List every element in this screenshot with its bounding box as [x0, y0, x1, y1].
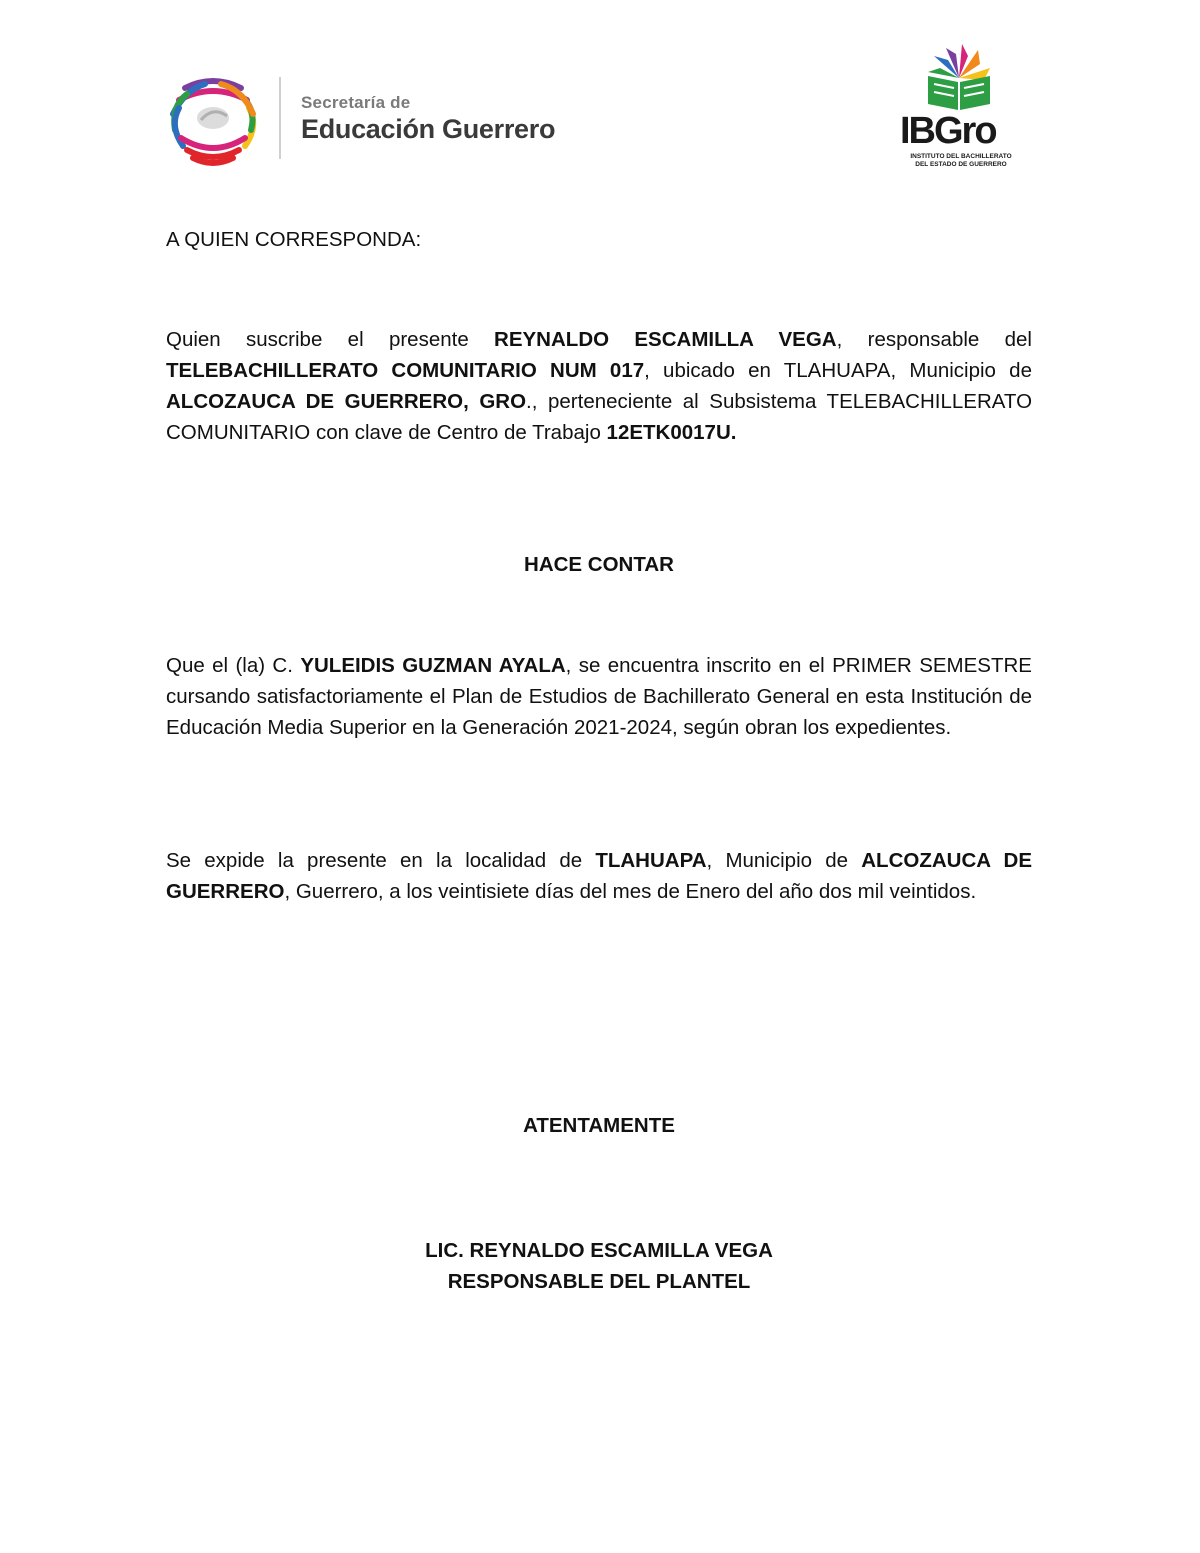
municipality-bold-2: ALCOZAUCA DE GUERRERO [166, 849, 1032, 903]
letter-body [166, 224, 1033, 1293]
seg-logo-text [301, 94, 555, 143]
signer-name-bold: REYNALDO ESCAMILLA VEGA [494, 328, 837, 351]
issuance-paragraph [166, 845, 1032, 907]
p3-text-2: , Municipio de [706, 849, 862, 872]
p1-text-2: , responsable del [836, 328, 1032, 351]
p2-text-2: , se encuentra inscrito en el PRIMER SEMESTRE cursando satisfactoriamente el Plan de Estudios de Bachillerato General en esta Institución de Educación Media Superior en la Generación 2021-2024, según obran los expedientes. [166, 654, 1032, 739]
p1-text-4: ., perteneciente al Subsistema TELEBACHILLERATO COMUNITARIO con clave de Centro de Trabajo [166, 390, 1033, 444]
municipality-bold: ALCOZAUCA DE GUERRERO, GRO [166, 390, 527, 413]
intro-paragraph [166, 324, 1032, 448]
signer-name: LIC. REYNALDO ESCAMILLA VEGA [425, 1239, 773, 1262]
ibgro-book-flower-icon [924, 42, 994, 112]
p2-text-1: Que el (la) C. [166, 654, 301, 677]
seg-logo-line2: Educación Guerrero [301, 113, 556, 144]
ibgro-wordmark: IBGro [900, 110, 996, 152]
closing-atentamente: ATENTAMENTE [523, 1114, 675, 1137]
p1-text-1: Quien suscribe el presente [166, 328, 495, 351]
seg-logo-line1: Secretaría de [301, 92, 411, 112]
enrollment-paragraph [166, 650, 1032, 743]
ibgro-logo [896, 42, 1028, 172]
letterhead [0, 0, 1200, 200]
ibgro-subtitle [896, 153, 1026, 169]
signer-title: RESPONSABLE DEL PLANTEL [447, 1270, 751, 1293]
ibgro-subtitle-line2: DEL ESTADO DE GUERRERO [915, 161, 1007, 168]
locality-bold: TLAHUAPA [595, 849, 707, 872]
heading-hace-contar: HACE CONTAR [524, 553, 674, 576]
signature-block [166, 1235, 1032, 1297]
ibgro-subtitle-line1: INSTITUTO DEL BACHILLERATO [910, 153, 1012, 160]
p3-text-3: , Guerrero, a los veintisiete días del mes de Enero del año dos mil veintidos. [284, 880, 977, 903]
seg-logo [165, 68, 555, 168]
salutation: A QUIEN CORRESPONDA: [166, 228, 422, 251]
logo-divider [279, 77, 281, 159]
work-center-key-bold: 12ETK0017U. [606, 421, 737, 444]
school-name-bold: TELEBACHILLERATO COMUNITARIO NUM 017 [166, 359, 645, 382]
p1-text-3: , ubicado en TLAHUAPA, Municipio de [644, 359, 1032, 382]
seg-emblem-icon [165, 68, 261, 168]
p3-text-1: Se expide la presente en la localidad de [166, 849, 596, 872]
student-name-bold: YULEIDIS GUZMAN AYALA [300, 654, 566, 677]
